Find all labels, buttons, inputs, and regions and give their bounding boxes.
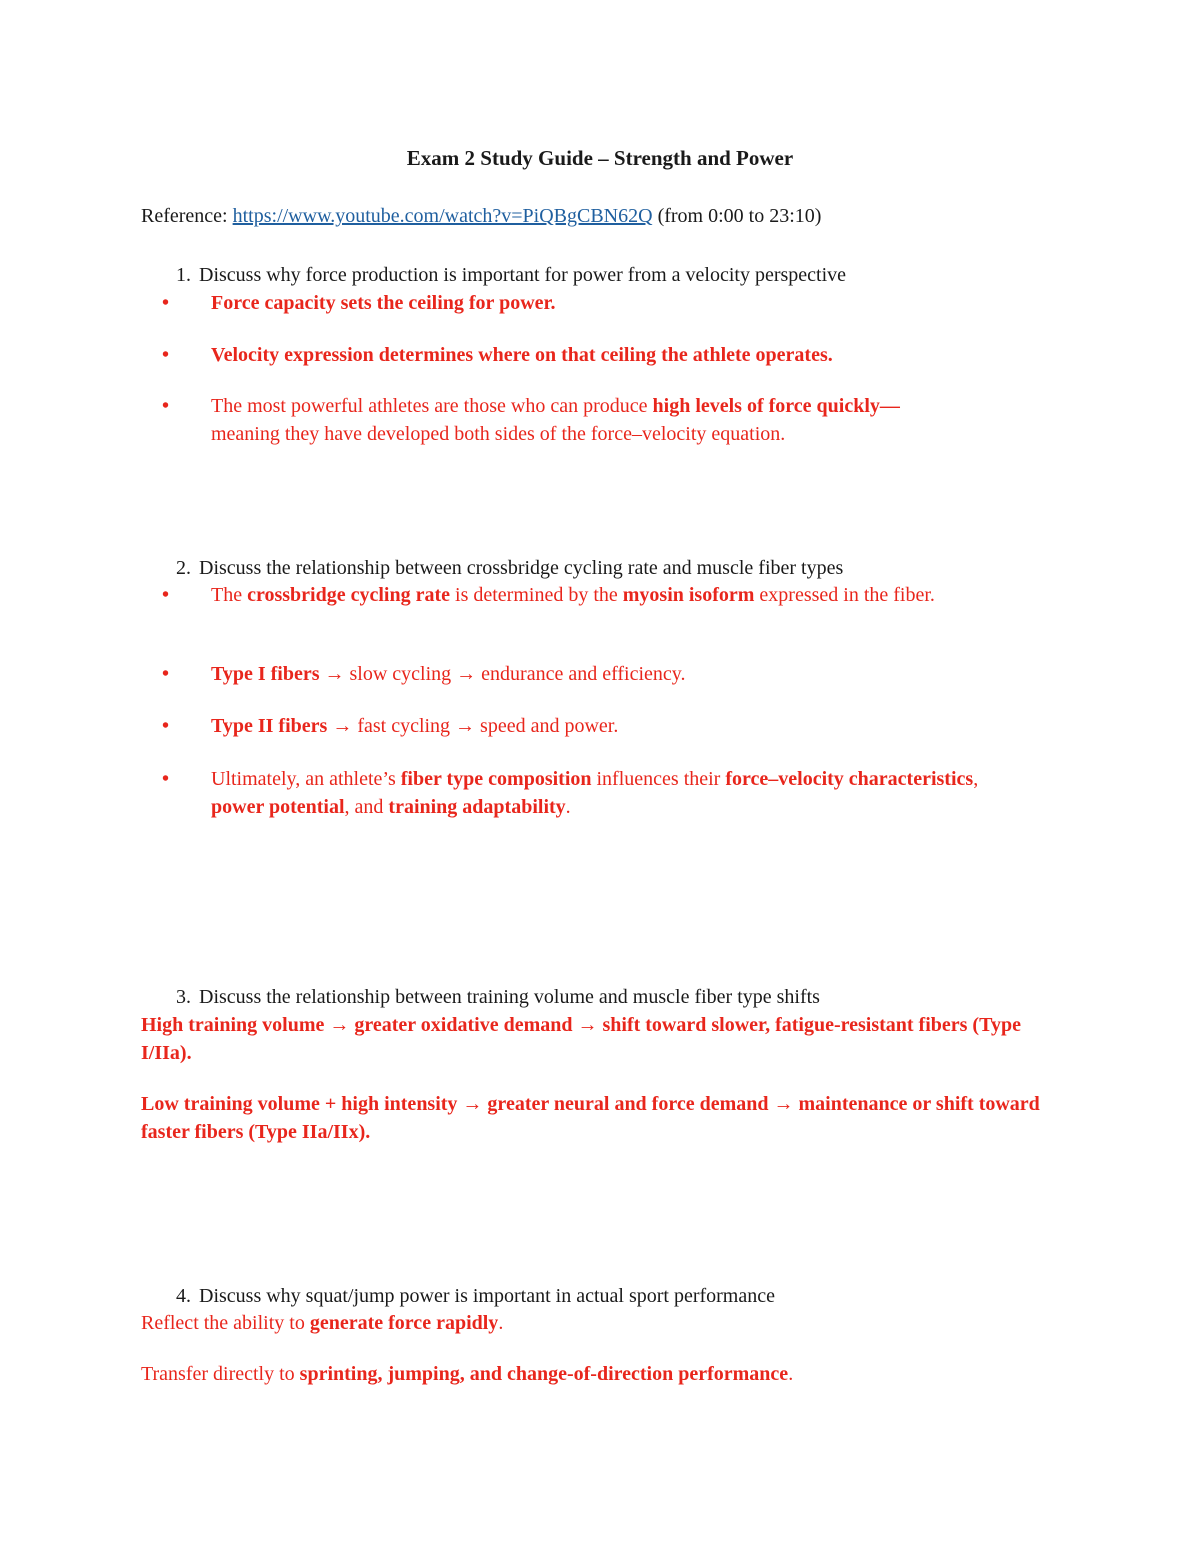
text-run-bold: sprinting, jumping, and change-of-direction performance: [299, 1363, 789, 1385]
text-run: Ultimately, an athlete’s: [211, 768, 401, 790]
question-2: [141, 554, 1101, 582]
text-run-bold: myosin isoform: [622, 584, 755, 606]
text-run: .: [565, 796, 571, 818]
text-run-bold: generate force rapidly: [309, 1312, 499, 1334]
q1-bullet-1-text: Force capacity sets the ceiling for power.: [211, 292, 556, 314]
text-run: → slow cycling → endurance and efficiency.: [319, 663, 686, 685]
text-run-bold: Type I fibers: [211, 663, 320, 685]
text-run-bold: force–velocity characteristics: [725, 768, 974, 790]
bullet-icon: •: [162, 715, 170, 737]
q2-bullet-4-text: [211, 765, 981, 821]
text-run: influences their: [591, 768, 726, 790]
q1-bullet-3: [162, 392, 1042, 448]
bullet-icon: •: [162, 663, 170, 685]
text-run: .: [498, 1312, 504, 1334]
text-run: expressed in the fiber.: [754, 584, 935, 606]
q3-answer-2: Low training volume + high intensity → greater neural and force demand → maintenance or shift toward faster fibers (Type IIa/IIx).: [141, 1093, 1040, 1143]
q3-answer-1: High training volume → greater oxidative demand → shift toward slower, fatigue-resistant fibers (Type I/IIa).: [141, 1014, 1021, 1064]
question-3: [141, 983, 1101, 1011]
text-run-bold: training adaptability: [388, 796, 566, 818]
bullet-icon: •: [162, 768, 170, 790]
q2-bullet-3: [162, 712, 1042, 740]
q1-bullet-1: [162, 289, 1042, 317]
text-run: , and: [344, 796, 389, 818]
reference-link[interactable]: https://www.youtube.com/watch?v=PiQBgCBN62Q: [232, 205, 653, 227]
document-title: Exam 2 Study Guide – Strength and Power: [406, 146, 794, 170]
text-run-bold: power potential: [211, 796, 345, 818]
question-1-text: Discuss why force production is important for power from a velocity perspective: [199, 264, 847, 286]
text-run: → fast cycling → speed and power.: [327, 715, 619, 737]
q2-bullet-2-text: [211, 660, 1042, 688]
q2-bullet-2: [162, 660, 1042, 688]
text-run: is determined by the: [450, 584, 623, 606]
text-run-bold: —: [879, 395, 900, 417]
question-1-number: 1.: [176, 264, 191, 286]
question-3-number: 3.: [176, 986, 191, 1008]
q1-bullet-2: [162, 341, 1042, 369]
reference-label: Reference:: [141, 205, 233, 227]
question-3-text: Discuss the relationship between training volume and muscle fiber type shifts: [199, 986, 820, 1008]
question-1: [141, 261, 1101, 289]
reference-line: [141, 202, 821, 230]
question-2-number: 2.: [176, 557, 191, 579]
q2-bullet-4: [162, 765, 1042, 821]
bullet-icon: •: [162, 584, 170, 606]
q4-answer-1: [141, 1309, 1071, 1337]
text-run-bold: Type II fibers: [211, 715, 328, 737]
text-run: Transfer directly to: [141, 1363, 300, 1385]
text-run: The most powerful athletes are those who can produce: [211, 395, 653, 417]
q2-bullet-1: [162, 581, 1042, 609]
bullet-icon: •: [162, 344, 170, 366]
q2-bullet-3-text: [211, 712, 1042, 740]
q2-bullet-1-text: [211, 581, 1021, 609]
text-run: Reflect the ability to: [141, 1312, 310, 1334]
text-run-bold: high levels of force quickly: [652, 395, 880, 417]
text-run: ,: [973, 768, 979, 790]
q4-answer-2: [141, 1360, 1071, 1388]
text-run-bold: fiber type composition: [400, 768, 592, 790]
question-4-number: 4.: [176, 1285, 191, 1307]
text-run: .: [788, 1363, 794, 1385]
question-2-text: Discuss the relationship between crossbridge cycling rate and muscle fiber types: [199, 557, 844, 579]
text-run: The: [211, 584, 248, 606]
q1-bullet-2-text: Velocity expression determines where on that ceiling the athlete operates.: [211, 344, 833, 366]
question-4: [141, 1282, 1101, 1310]
bullet-icon: •: [162, 292, 170, 314]
text-run: meaning they have developed both sides of the force–velocity equation.: [211, 423, 786, 445]
reference-suffix: (from 0:00 to 23:10): [652, 205, 822, 227]
q1-bullet-3-text: [211, 392, 1042, 448]
question-4-text: Discuss why squat/jump power is important in actual sport performance: [199, 1285, 775, 1307]
bullet-icon: •: [162, 395, 170, 417]
text-run-bold: crossbridge cycling rate: [247, 584, 451, 606]
